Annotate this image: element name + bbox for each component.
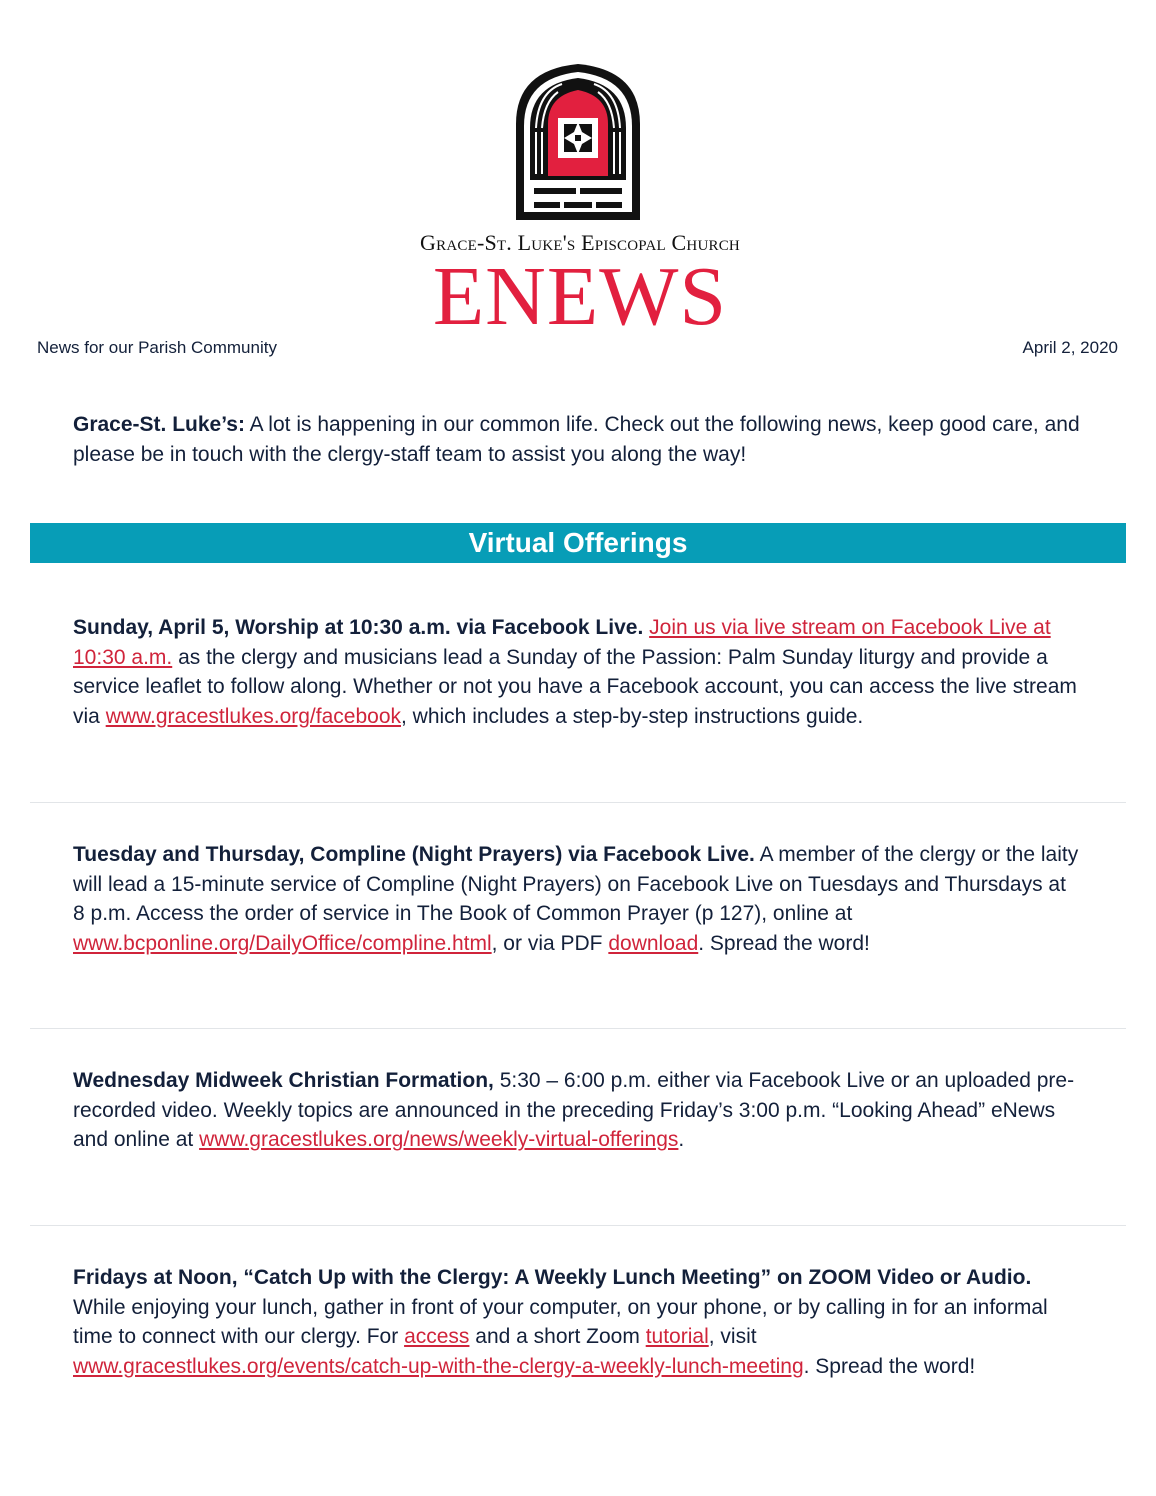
item-heading: Tuesday and Thursday, Compline (Night Prayers) via Facebook Live. [73, 843, 755, 866]
event-item-compline: Tuesday and Thursday, Compline (Night Prayers) via Facebook Live. A member of the clergy or the laity will lead a 15-minute service of Compline (Night Prayers) on Facebook Live on Tuesdays and Thursdays at 8 p.m. Access the order of service in The Book of Common Prayer (p 127), online at www.bcponline.org/DailyOffice/compline.html, or via PDF download. Spread the word! [73, 843, 1079, 955]
facebook-live-link[interactable]: Join us via live stream on Facebook Live at 10:30 a.m. [73, 616, 1051, 669]
zoom-tutorial-link[interactable]: tutorial [645, 1325, 709, 1349]
church-name: Grace-St. Luke's Episcopal Church [420, 230, 740, 255]
section-banner: Virtual Offerings [30, 523, 1126, 563]
zoom-access-link[interactable]: access [404, 1325, 470, 1349]
intro-text: A lot is happening in our common life. Check out the following news, keep good care, and please be in touch with the clergy-staff team to assist you along the way! [73, 413, 1080, 466]
item-heading: Wednesday Midweek Christian Formation, [73, 1069, 494, 1092]
divider [30, 1225, 1126, 1226]
facebook-page-link[interactable]: www.gracestlukes.org/facebook [105, 704, 401, 728]
intro-lead: Grace-St. Luke’s: [73, 413, 245, 436]
bcp-compline-link[interactable]: www.bcponline.org/DailyOffice/compline.html [73, 931, 492, 955]
intro-paragraph [73, 410, 1083, 470]
clergy-lunch-event-link[interactable]: www.gracestlukes.org/events/catch-up-with-the-clergy-a-weekly-lunch-meeting [73, 1354, 804, 1378]
event-item-wednesday-formation: Wednesday Midweek Christian Formation, 5:30 – 6:00 p.m. either via Facebook Live or an uploaded pre-recorded video. Weekly topics are announced in the preceding Friday’s 3:00 p.m. “Looking Ahead” eNews and online at www.gracestlukes.org/news/weekly-virtual-offerings. [73, 1069, 1075, 1152]
divider [30, 802, 1126, 803]
event-item-friday-clergy-lunch: Fridays at Noon, “Catch Up with the Clergy: A Weekly Lunch Meeting” on ZOOM Video or Audio. While enjoying your lunch, gather in front of your computer, on your phone, or by calling in for an informal time to connect with our clergy. For access and a short Zoom tutorial, visit www.gracestlukes.org/events/catch-up-with-the-clergy-a-weekly-lunch-meeting. Spread the word! [73, 1266, 1048, 1378]
newsletter-title: ENEWS [432, 250, 728, 343]
issue-date: April 2, 2020 [1022, 338, 1118, 357]
tagline: News for our Parish Community [37, 338, 277, 357]
item-heading: Fridays at Noon, “Catch Up with the Clergy: A Weekly Lunch Meeting” on ZOOM Video or Audio. [73, 1266, 1032, 1289]
divider [30, 1028, 1126, 1029]
weekly-offerings-link[interactable]: www.gracestlukes.org/news/weekly-virtual-offerings [199, 1128, 679, 1152]
item-heading: Sunday, April 5, Worship at 10:30 a.m. via Facebook Live. [73, 616, 644, 639]
church-window-logo [512, 62, 644, 222]
event-item-sunday-worship: Sunday, April 5, Worship at 10:30 a.m. via Facebook Live. Join us via live stream on Facebook Live at 10:30 a.m. as the clergy and musicians lead a Sunday of the Passion: Palm Sunday liturgy and provide a service leaflet to follow along. Whether or not you have a Facebook account, you can access the live stream via www.gracestlukes.org/facebook, which includes a step-by-step instructions guide. [73, 616, 1077, 728]
pdf-download-link[interactable]: download [608, 931, 699, 955]
